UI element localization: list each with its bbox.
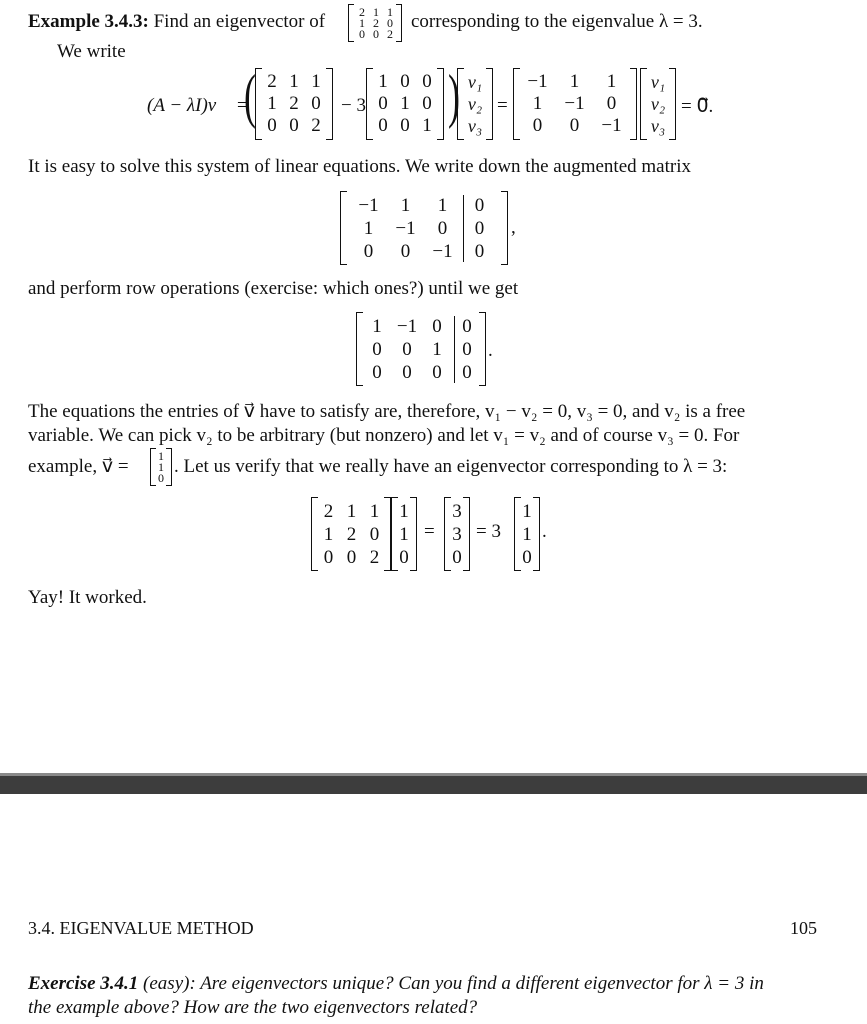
running-header-section: 3.4. EIGENVALUE METHOD	[28, 918, 254, 938]
matrix-entry: 1	[606, 71, 617, 92]
matrix-entry: 1	[359, 15, 365, 30]
matrix-entry: −1	[527, 71, 548, 92]
augmented-matrix-2	[356, 312, 486, 386]
matrix-entry: 1	[363, 217, 374, 239]
matrix-entry: 3	[452, 500, 462, 522]
yay-text: Yay! It worked.	[28, 587, 147, 608]
eq1-equals: =	[497, 95, 508, 116]
matrix-entry: 0	[462, 361, 472, 383]
exercise-line1	[28, 973, 764, 995]
matrix-entry: −1	[395, 217, 416, 239]
we-write: We write	[57, 41, 126, 62]
matrix-entry: 0	[462, 315, 472, 337]
bracket-right	[326, 68, 333, 140]
bracket-right	[410, 497, 417, 571]
matrix-entry: 0	[400, 71, 410, 92]
matrix-entry: 1	[158, 459, 164, 474]
matrix-entry: 0	[378, 115, 388, 136]
matrix-entry: 0	[359, 26, 365, 41]
matrix-entry: v₂	[467, 94, 483, 114]
bracket-left	[348, 4, 354, 42]
matrix-entry: −1	[432, 240, 453, 262]
matrix-entry: 0	[474, 194, 485, 216]
verify-punct: .	[542, 521, 547, 542]
matrix-entry: 0	[387, 15, 393, 30]
matrix-entry: 0	[158, 470, 164, 485]
matrix-entry: 0	[372, 361, 382, 383]
example-vector	[150, 448, 172, 486]
matrix-entry: 0	[474, 217, 485, 239]
para-solve: It is easy to solve this system of linear equations. We write down the augmented matrix	[28, 156, 691, 177]
matrix-entry: v₃	[467, 116, 483, 136]
matrix-entry: 2	[311, 115, 321, 136]
matrix-entry: 0	[432, 315, 442, 337]
matrix-entry: 1	[399, 523, 409, 545]
matrix-entry: 0	[378, 93, 388, 114]
matrix-entry: 2	[387, 26, 393, 41]
matrix-entry: v₁	[467, 72, 483, 92]
matrix-entry: 0	[289, 115, 299, 136]
verify-equals-2: = 3	[476, 521, 501, 542]
exercise-question-1: Are eigenvectors unique? Can you find a different eigenvector for λ = 3 in	[195, 973, 764, 994]
matrix-entry: v₁	[650, 72, 666, 92]
bracket-left	[340, 191, 347, 265]
bracket-right	[533, 497, 540, 571]
matrix-entry: 1	[289, 71, 299, 92]
eq1-vector-v2	[640, 68, 676, 140]
matrix-entry: 0	[462, 338, 472, 360]
matrix-entry: 0	[452, 546, 462, 568]
matrix-entry: 1	[346, 500, 357, 522]
matrix-entry: 0	[372, 338, 382, 360]
matrix-entry: 1	[387, 4, 393, 19]
bracket-right	[501, 191, 508, 265]
matrix-entry: 1	[373, 4, 379, 19]
bracket-right	[463, 497, 470, 571]
matrix-entry: 1	[369, 500, 380, 522]
matrix-entry: 1	[532, 93, 543, 114]
matrix-entry: 0	[399, 546, 409, 568]
matrix-entry: 1	[372, 315, 382, 337]
page-number: 105	[790, 918, 817, 938]
matrix-entry: 1	[432, 338, 442, 360]
matrix-entry: 0	[402, 338, 412, 360]
matrix-entry: 2	[369, 546, 380, 568]
matrix-entry: 0	[606, 93, 617, 114]
bracket-right	[486, 68, 493, 140]
matrix-entry: 2	[267, 71, 277, 92]
matrix-entry: 1	[400, 194, 411, 216]
matrix-entry: 3	[452, 523, 462, 545]
eq1-rhs: = 0⃗.	[681, 96, 714, 117]
eq1-right-paren: )	[447, 63, 460, 129]
matrix-entry: v₃	[650, 116, 666, 136]
page-break-divider	[0, 776, 867, 794]
matrix-entry: 1	[311, 71, 321, 92]
matrix-entry: 1	[323, 523, 334, 545]
eq1-lhs: (A − λI)v⃗ =	[147, 95, 249, 116]
augment-separator	[463, 195, 464, 262]
matrix-entry: 2	[359, 4, 365, 19]
matrix-entry: 1	[522, 523, 532, 545]
matrix-entry: 0	[267, 115, 277, 136]
bracket-right	[166, 448, 172, 486]
matrix-entry: 0	[323, 546, 334, 568]
example-heading	[28, 11, 325, 33]
para-eq-line3-before: example, v⃗ =	[28, 456, 129, 477]
eq1-vector-v	[457, 68, 493, 140]
augmented-matrix-1	[340, 191, 508, 265]
para-eq-line3-after: . Let us verify that we really have an eigenvector corresponding to λ = 3:	[174, 456, 728, 477]
matrix-entry: 1	[400, 93, 410, 114]
para-eq-line2: variable. We can pick v₂ to be arbitrary (but nonzero) and let v₁ = v₂ and of course v₃ = 0. For	[28, 425, 740, 446]
matrix-entry: 0	[569, 115, 580, 136]
eq1-minus-scalar: − 3	[341, 95, 366, 116]
matrix-entry: 0	[373, 26, 379, 41]
bracket-right	[437, 68, 444, 140]
matrix-entry: 2	[346, 523, 357, 545]
matrix-entry: 1	[399, 500, 409, 522]
matrix-entry: 0	[363, 240, 374, 262]
matrix-entry: 1	[522, 500, 532, 522]
matrix-entry: 1	[569, 71, 580, 92]
example-text-before: Find an eigenvector of	[153, 11, 326, 32]
matrix-entry: 0	[522, 546, 532, 568]
matrix-entry: 1	[158, 448, 164, 463]
augmented-2-punct: .	[488, 340, 493, 361]
matrix-entry: 0	[437, 217, 448, 239]
matrix-entry: 0	[432, 361, 442, 383]
matrix-entry: 0	[346, 546, 357, 568]
matrix-entry: 2	[323, 500, 334, 522]
para-row-ops: and perform row operations (exercise: which ones?) until we get	[28, 278, 519, 299]
eq1-matrix-A	[255, 68, 333, 140]
matrix-entry: 0	[532, 115, 543, 136]
matrix-entry: −1	[564, 93, 585, 114]
eq1-result-matrix	[513, 68, 637, 140]
para-eq-line1: The equations the entries of v⃗ have to satisfy are, therefore, v₁ − v₂ = 0, v₃ = 0, and v₂ is a free	[28, 401, 746, 422]
matrix-entry: 1	[267, 93, 277, 114]
verify-vector-v2	[514, 497, 540, 571]
matrix-entry: 2	[373, 15, 379, 30]
verify-equals-1: =	[424, 521, 435, 542]
example-text-after: corresponding to the eigenvalue λ = 3.	[411, 11, 703, 32]
exercise-tag: (easy):	[138, 973, 196, 994]
matrix-entry: 1	[378, 71, 388, 92]
exercise-line2: the example above? How are the two eigenvectors related?	[28, 997, 478, 1018]
eq1-matrix-I	[366, 68, 444, 140]
matrix-entry: 0	[402, 361, 412, 383]
augmented-1-punct: ,	[511, 217, 516, 238]
matrix-entry: 0	[400, 240, 411, 262]
matrix-entry: 0	[422, 71, 432, 92]
verify-result	[444, 497, 470, 571]
augment-separator	[454, 316, 455, 383]
example-label: Example 3.4.3:	[28, 11, 149, 32]
matrix-entry: 1	[437, 194, 448, 216]
bracket-right	[669, 68, 676, 140]
matrix-entry: 1	[422, 115, 432, 136]
inline-matrix	[348, 4, 402, 42]
matrix-entry: 0	[422, 93, 432, 114]
matrix-entry: 0	[369, 523, 380, 545]
exercise-label: Exercise 3.4.1	[28, 973, 139, 994]
verify-matrix-A	[311, 497, 391, 571]
matrix-entry: 0	[311, 93, 321, 114]
eq1-left-paren: (	[243, 63, 256, 129]
matrix-entry: 2	[289, 93, 299, 114]
matrix-entry: −1	[358, 194, 379, 216]
matrix-entry: −1	[601, 115, 622, 136]
matrix-entry: 0	[400, 115, 410, 136]
matrix-entry: −1	[396, 315, 418, 337]
bracket-right	[630, 68, 637, 140]
matrix-entry: 0	[474, 240, 485, 262]
verify-vector-v	[391, 497, 417, 571]
matrix-entry: v₂	[650, 94, 666, 114]
